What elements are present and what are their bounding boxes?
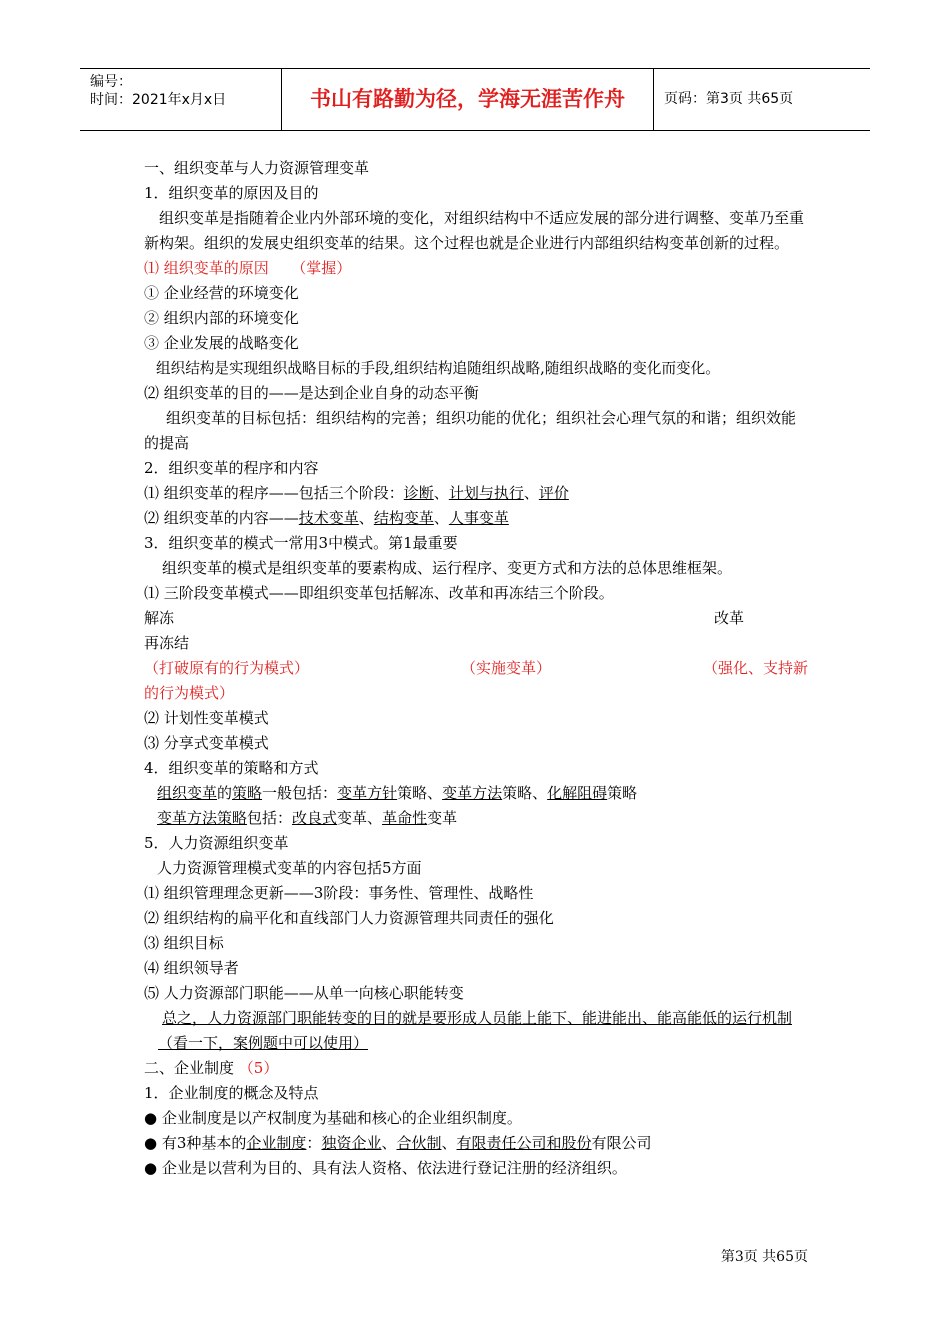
term: 计划与执行 <box>448 484 524 502</box>
subsection-heading: 3．组织变革的模式一常用3中模式。第1最重要 <box>144 534 458 552</box>
text: 策略、 <box>397 784 443 802</box>
list-item: ⑷ 组织领导者 <box>144 959 239 977</box>
text: 变革、 <box>337 809 383 827</box>
paragraph: （看一下，案例题中可以使用） <box>158 1034 369 1052</box>
term: 变革方针 <box>337 784 398 802</box>
text: 策略 <box>607 784 638 802</box>
text: 、 <box>523 484 539 502</box>
document-body <box>144 156 808 1181</box>
section-heading <box>144 1056 808 1081</box>
stage-description: （实施变革） <box>460 659 551 677</box>
term: 企业制度 <box>246 1134 307 1152</box>
text: ● 有3种基本的 <box>144 1134 247 1152</box>
list-item: ⑵ 组织变革的目的——是达到企业自身的动态平衡 <box>144 384 479 402</box>
paragraph: 人力资源管理模式变革的内容包括5方面 <box>157 859 422 877</box>
text: 二、企业制度 <box>144 1059 235 1077</box>
list-item <box>144 506 808 531</box>
section-heading: 一、组织变革与人力资源管理变革 <box>144 159 370 177</box>
paragraph <box>144 806 808 831</box>
list-item: ⑴ 组织变革的原因 （掌握） <box>144 259 352 277</box>
text: 、 <box>433 484 449 502</box>
text: ： <box>306 1134 322 1152</box>
subsection-heading: 4．组织变革的策略和方式 <box>144 759 319 777</box>
list-item: ② 组织内部的环境变化 <box>144 309 299 327</box>
page-footer: 第3页 共65页 <box>720 1249 808 1265</box>
document-date: 时间：2021年x月x日 <box>90 92 227 108</box>
bullet-item: ● 企业是以营利为目的、具有法人资格、依法进行登记注册的经济组织。 <box>144 1159 627 1177</box>
header-page-number: 页码：第3页 共65页 <box>664 91 794 107</box>
stage-row <box>144 606 808 631</box>
document-number: 编号： <box>90 74 132 90</box>
header-motto: 书山有路勤为径，学海无涯苦作舟 <box>282 69 654 130</box>
subsection-heading: 1．企业制度的概念及特点 <box>144 1084 319 1102</box>
list-item: ⑵ 组织结构的扁平化和直线部门人力资源管理共同责任的强化 <box>144 909 554 927</box>
term: 变革方法策略 <box>157 809 248 827</box>
term: 结构变革 <box>373 509 434 527</box>
list-item: ⑶ 组织目标 <box>144 934 224 952</box>
stage-label: 解冻 <box>144 609 175 627</box>
term: 变革方法 <box>442 784 503 802</box>
bullet-item: ● 企业制度是以产权制度为基础和核心的企业组织制度。 <box>144 1109 522 1127</box>
paragraph: 组织变革是指随着企业内外部环境的变化，对组织结构中不适应发展的部分进行调整、变革乃至重新构架。组织的发展史组织变革的结果。这个过程也就是企业进行内部组织结构变革创新的过程。 <box>144 209 805 252</box>
list-item: ③ 企业发展的战略变化 <box>144 334 299 352</box>
term: 诊断 <box>403 484 434 502</box>
text: 、 <box>441 1134 457 1152</box>
term: 有限责任公司和股份 <box>456 1134 592 1152</box>
term: 人事变革 <box>448 509 509 527</box>
list-item: ⑶ 分享式变革模式 <box>144 734 269 752</box>
text: 一般包括： <box>262 784 338 802</box>
stage-description: 的行为模式） <box>144 684 235 702</box>
page-header <box>80 68 870 131</box>
text: 的 <box>217 784 233 802</box>
list-item <box>144 481 808 506</box>
paragraph <box>144 781 808 806</box>
paragraph: 组织变革的模式是组织变革的要素构成、运行程序、变更方式和方法的总体思维框架。 <box>162 559 733 577</box>
stage-description: （强化、支持新 <box>702 659 808 677</box>
text: 包括： <box>247 809 293 827</box>
term: 技术变革 <box>298 509 359 527</box>
text: 变革 <box>427 809 458 827</box>
list-item: ⑵ 计划性变革模式 <box>144 709 269 727</box>
bullet-item <box>144 1131 808 1156</box>
list-item: ⑸ 人力资源部门职能——从单一向核心职能转变 <box>144 984 464 1002</box>
term: 革命性 <box>382 809 428 827</box>
text: 、 <box>433 509 449 527</box>
text: 策略、 <box>502 784 548 802</box>
term: 化解阻碍 <box>547 784 608 802</box>
subsection-heading: 2．组织变革的程序和内容 <box>144 459 319 477</box>
text: 、 <box>358 509 374 527</box>
subsection-heading: 5．人力资源组织变革 <box>144 834 289 852</box>
paragraph: 组织结构是实现组织战略目标的手段,组织结构追随组织战略,随组织战略的变化而变化。 <box>156 360 720 377</box>
term: 组织变革 <box>157 784 218 802</box>
list-item: ⑴ 组织管理理念更新——3阶段：事务性、管理性、战略性 <box>144 884 534 902</box>
list-item: ① 企业经营的环境变化 <box>144 284 299 302</box>
stage-label: 改革 <box>713 609 744 627</box>
term: 独资企业 <box>321 1134 382 1152</box>
paragraph: 组织变革的目标包括：组织结构的完善；组织功能的优化；组织社会心理气氛的和谐；组织效能的提高 <box>144 409 797 452</box>
list-item: ⑴ 三阶段变革模式——即组织变革包括解冻、改革和再冻结三个阶段。 <box>144 584 614 602</box>
text: 有限公司 <box>591 1134 652 1152</box>
header-meta-cell <box>80 69 282 130</box>
term: 合伙制 <box>396 1134 442 1152</box>
subsection-heading: 1．组织变革的原因及目的 <box>144 184 319 202</box>
text: ⑵ 组织变革的内容—— <box>144 509 299 527</box>
stage-description: （打破原有的行为模式） <box>144 659 310 677</box>
text: 、 <box>381 1134 397 1152</box>
paragraph: 总之，人力资源部门职能转变的目的就是要形成人员能上能下、能进能出、能高能低的运行机制 <box>162 1009 793 1027</box>
text: ⑴ 组织变革的程序——包括三个阶段： <box>144 484 404 502</box>
term: 改良式 <box>292 809 338 827</box>
term: 策略 <box>232 784 263 802</box>
stage-description-row <box>144 656 808 681</box>
term: 评价 <box>538 484 569 502</box>
stage-label: 再冻结 <box>144 634 190 652</box>
text: （5） <box>238 1059 279 1077</box>
